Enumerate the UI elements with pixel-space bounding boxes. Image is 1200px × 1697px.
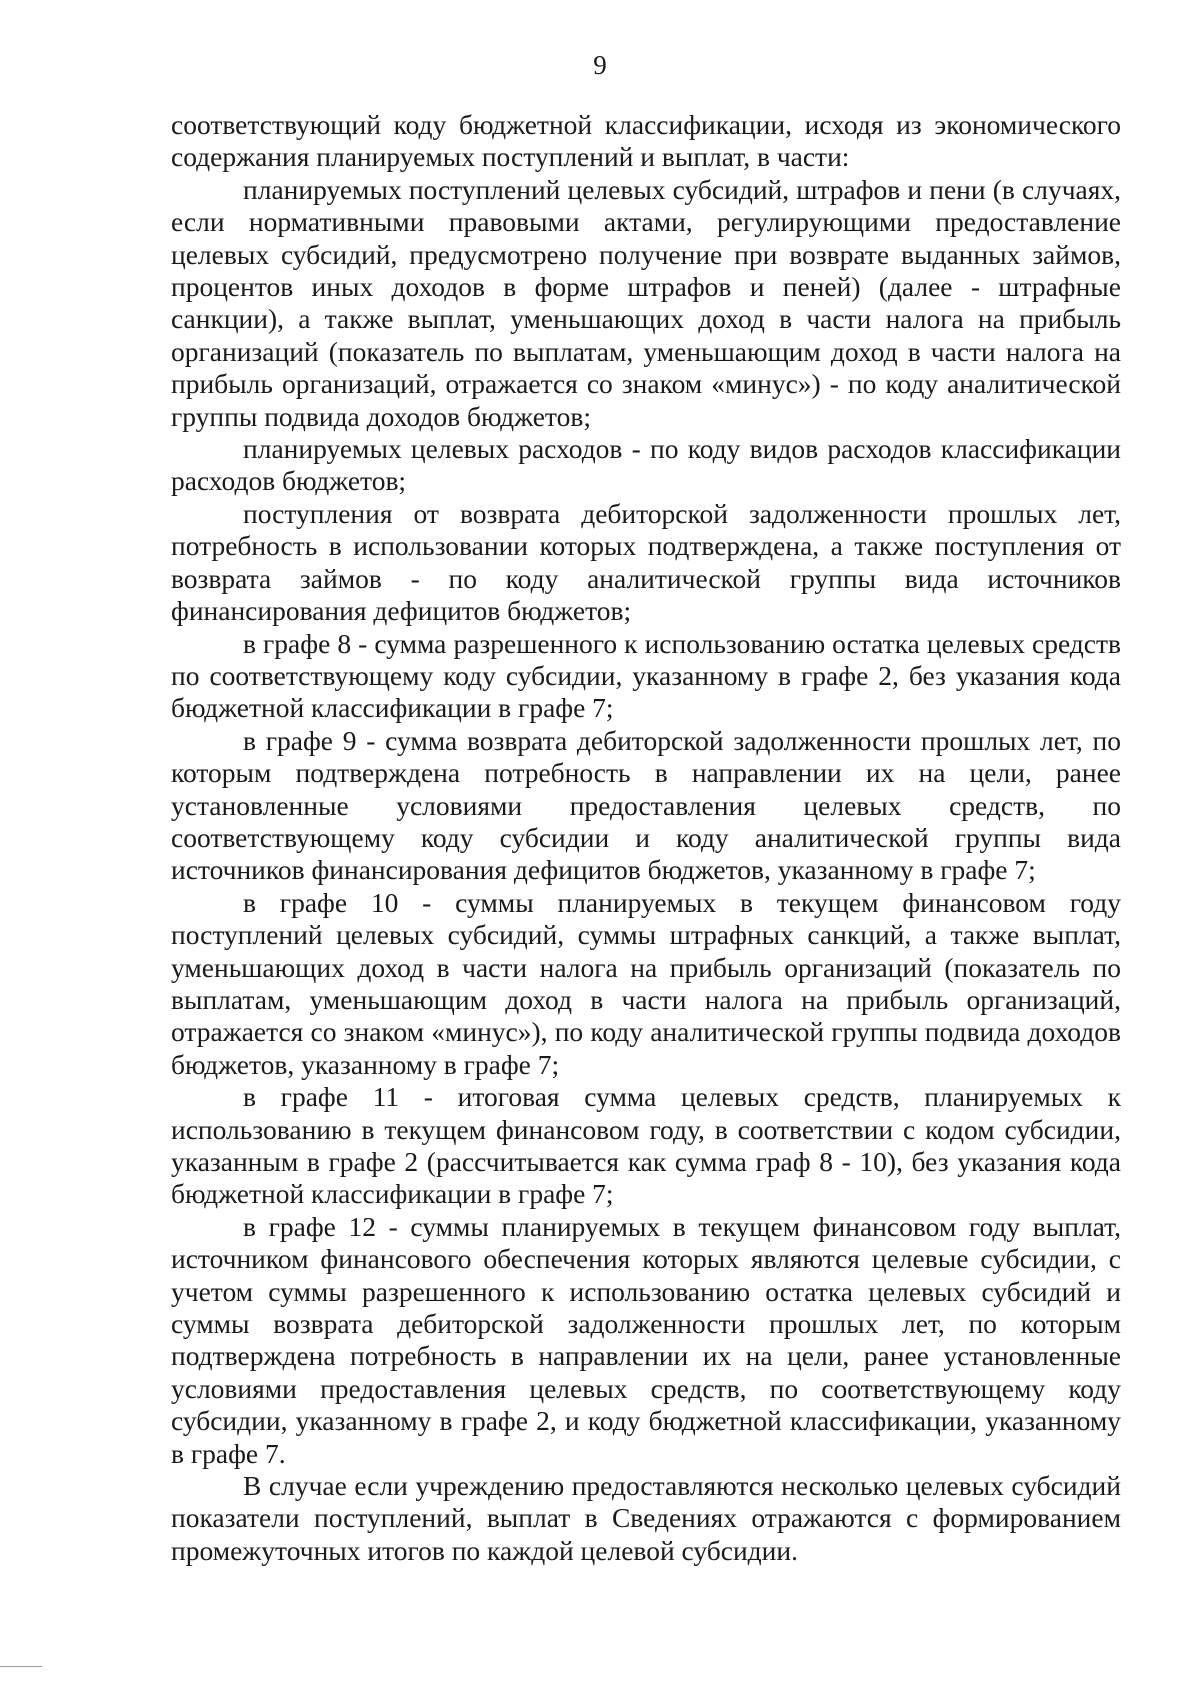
scan-edge-mark [0,1666,42,1667]
paragraph: в графе 11 - итоговая сумма целевых средств, планируемых к использованию в текущем финансовом году, в соответствии с кодом субсидии, указанным в графе 2 (рассчитывается как сумма граф 8 - 10), без указания кода бюджетной классификации в графе 7; [171,1081,1121,1210]
paragraph-continuation: соответствующий коду бюджетной классификации, исходя из экономического содержания планируемых поступлений и выплат, в части: [171,109,1121,173]
paragraph: В случае если учреждению предоставляются несколько целевых субсидий показатели поступлений, выплат в Сведениях отражаются с формированием промежуточных итогов по каждой целевой субсидии. [171,1470,1121,1566]
paragraph: планируемых поступлений целевых субсидий, штрафов и пени (в случаях, если нормативными правовыми актами, регулирующими предоставление целевых субсидий, предусмотрено получение при возврате выданных займов, процентов иных доходов в форме штрафов и пеней) (далее - штрафные санкции), а также выплат, уменьшающих доход в части налога на прибыль организаций (показатель по выплатам, уменьшающим доход в части налога на прибыль организаций, отражается со знаком «минус») - по коду аналитической группы подвида доходов бюджетов; [171,173,1121,432]
paragraph: в графе 8 - сумма разрешенного к использованию остатка целевых средств по соответствующему коду субсидии, указанному в графе 2, без указания кода бюджетной классификации в графе 7; [171,627,1121,724]
paragraph: поступления от возврата дебиторской задолженности прошлых лет, потребность в использовании которых подтверждена, а также поступления от возврата займов - по коду аналитической группы вида источников финансирования дефицитов бюджетов; [171,497,1121,627]
paragraph: планируемых целевых расходов - по коду видов расходов классификации расходов бюджетов; [171,433,1121,497]
page-number: 9 [593,50,607,80]
paragraph: в графе 9 - сумма возврата дебиторской задолженности прошлых лет, по которым подтверждена потребность в направлении их на цели, ранее установленные условиями предоставления целевых средств, по соответствующему коду субсидии и коду аналитической группы вида источников финансирования дефицитов бюджетов, указанному в графе 7; [171,724,1121,886]
document-body [171,109,1121,1567]
paragraph: в графе 12 - суммы планируемых в текущем финансовом году выплат, источником финансового обеспечения которых являются целевые субсидии, с учетом суммы разрешенного к использованию остатка целевых субсидий и суммы возврата дебиторской задолженности прошлых лет, по которым подтверждена потребность в направлении их на цели, ранее установленные условиями предоставления целевых средств, по соответствующему коду субсидии, указанному в графе 2, и коду бюджетной классификации, указанному в графе 7. [171,1210,1121,1469]
paragraph: в графе 10 - суммы планируемых в текущем финансовом году поступлений целевых субсидий, суммы штрафных санкций, а также выплат, уменьшающих доход в части налога на прибыль организаций (показатель по выплатам, уменьшающим доход в части налога на прибыль организаций, отражается со знаком «минус»), по коду аналитической группы подвида доходов бюджетов, указанному в графе 7; [171,886,1121,1080]
